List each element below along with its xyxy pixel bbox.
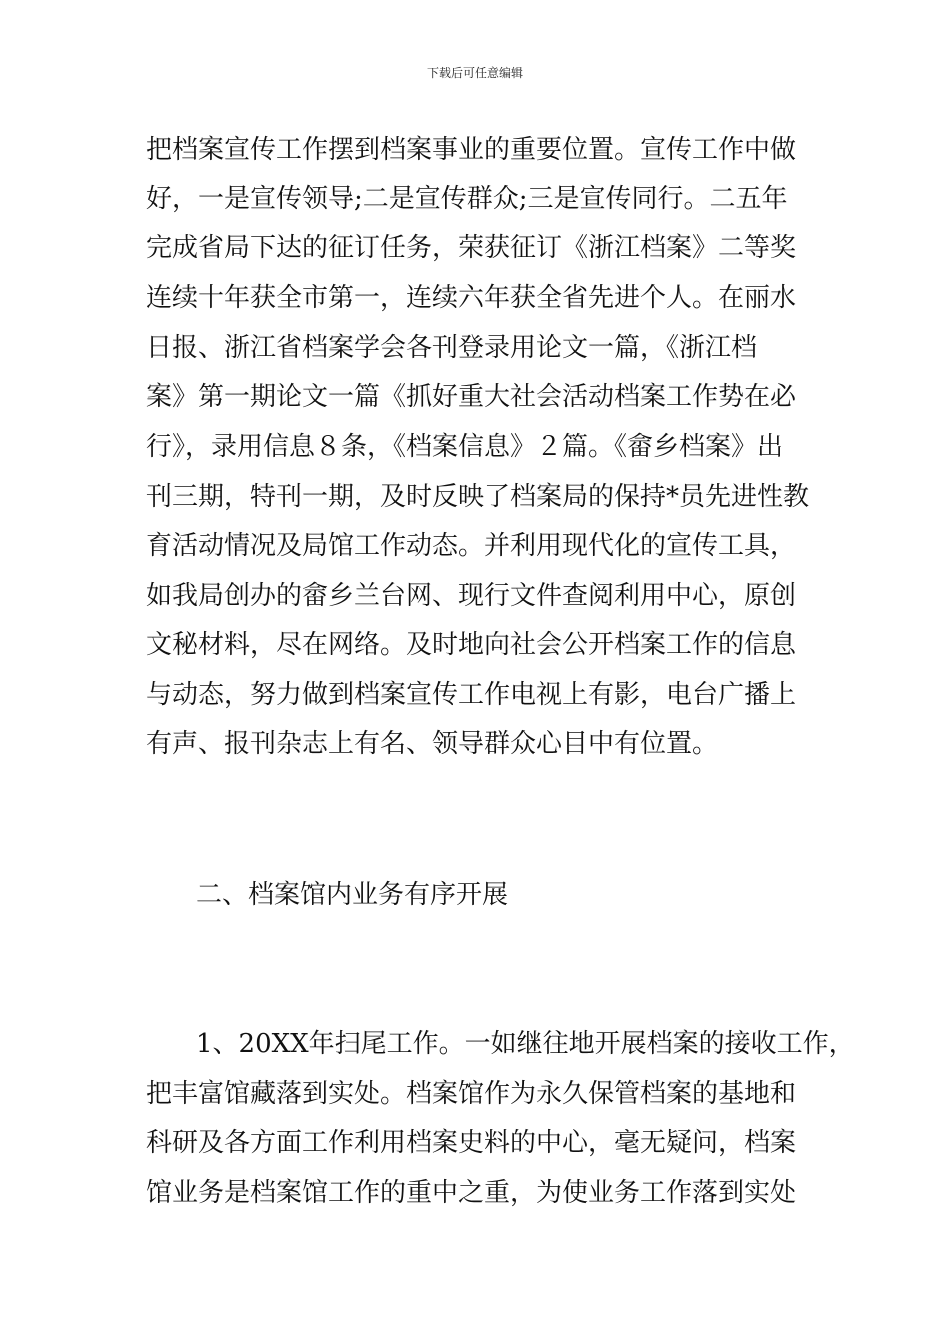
paragraph-line: 育活动情况及局馆工作动态。并利用现代化的宣传工具， — [146, 531, 797, 561]
paragraph-line: 完成省局下达的征订任务，荣获征订《浙江档案》二等奖 — [146, 233, 797, 263]
paragraph-line: 有声、报刊杂志上有名、领导群众心目中有位置。 — [146, 729, 719, 759]
paragraph-line: 科研及各方面工作利用档案史料的中心，毫无疑问，档案 — [146, 1128, 797, 1158]
paragraph-line: 文秘材料，尽在网络。及时地向社会公开档案工作的信息 — [146, 630, 797, 660]
paragraph-line: 如我局创办的畲乡兰台网、现行文件查阅利用中心，原创 — [146, 581, 797, 611]
paragraph-line: 行》，录用信息８条，《档案信息》２篇。《畲乡档案》出 — [146, 432, 784, 462]
paragraph-line: 把档案宣传工作摆到档案事业的重要位置。宣传工作中做 — [146, 135, 797, 165]
paragraph-line: 连续十年获全市第一，连续六年获全省先进个人。在丽水 — [146, 283, 797, 313]
paragraph-line: 好，一是宣传领导;二是宣传群众;三是宣传同行。二五年 — [146, 184, 788, 214]
paragraph-line: 日报、浙江省档案学会各刊登录用论文一篇，《浙江档 — [146, 333, 758, 363]
paragraph-line: 与动态，努力做到档案宣传工作电视上有影，电台广播上 — [146, 680, 797, 710]
paragraph-line: 刊三期，特刊一期，及时反映了档案局的保持*员先进性教 — [146, 482, 810, 512]
paragraph-first-line: 1、20XX年扫尾工作。一如继往地开展档案的接收工作， — [196, 1029, 855, 1059]
paragraph-line: 馆业务是档案馆工作的重中之重，为使业务工作落到实处 — [146, 1178, 797, 1208]
section-heading: 二、档案馆内业务有序开展 — [196, 880, 509, 910]
paragraph-line: 把丰富馆藏落到实处。档案馆作为永久保管档案的基地和 — [146, 1079, 797, 1109]
page-header: 下载后可任意编辑 — [426, 66, 523, 80]
paragraph-line: 案》第一期论文一篇《抓好重大社会活动档案工作势在必 — [146, 382, 797, 412]
